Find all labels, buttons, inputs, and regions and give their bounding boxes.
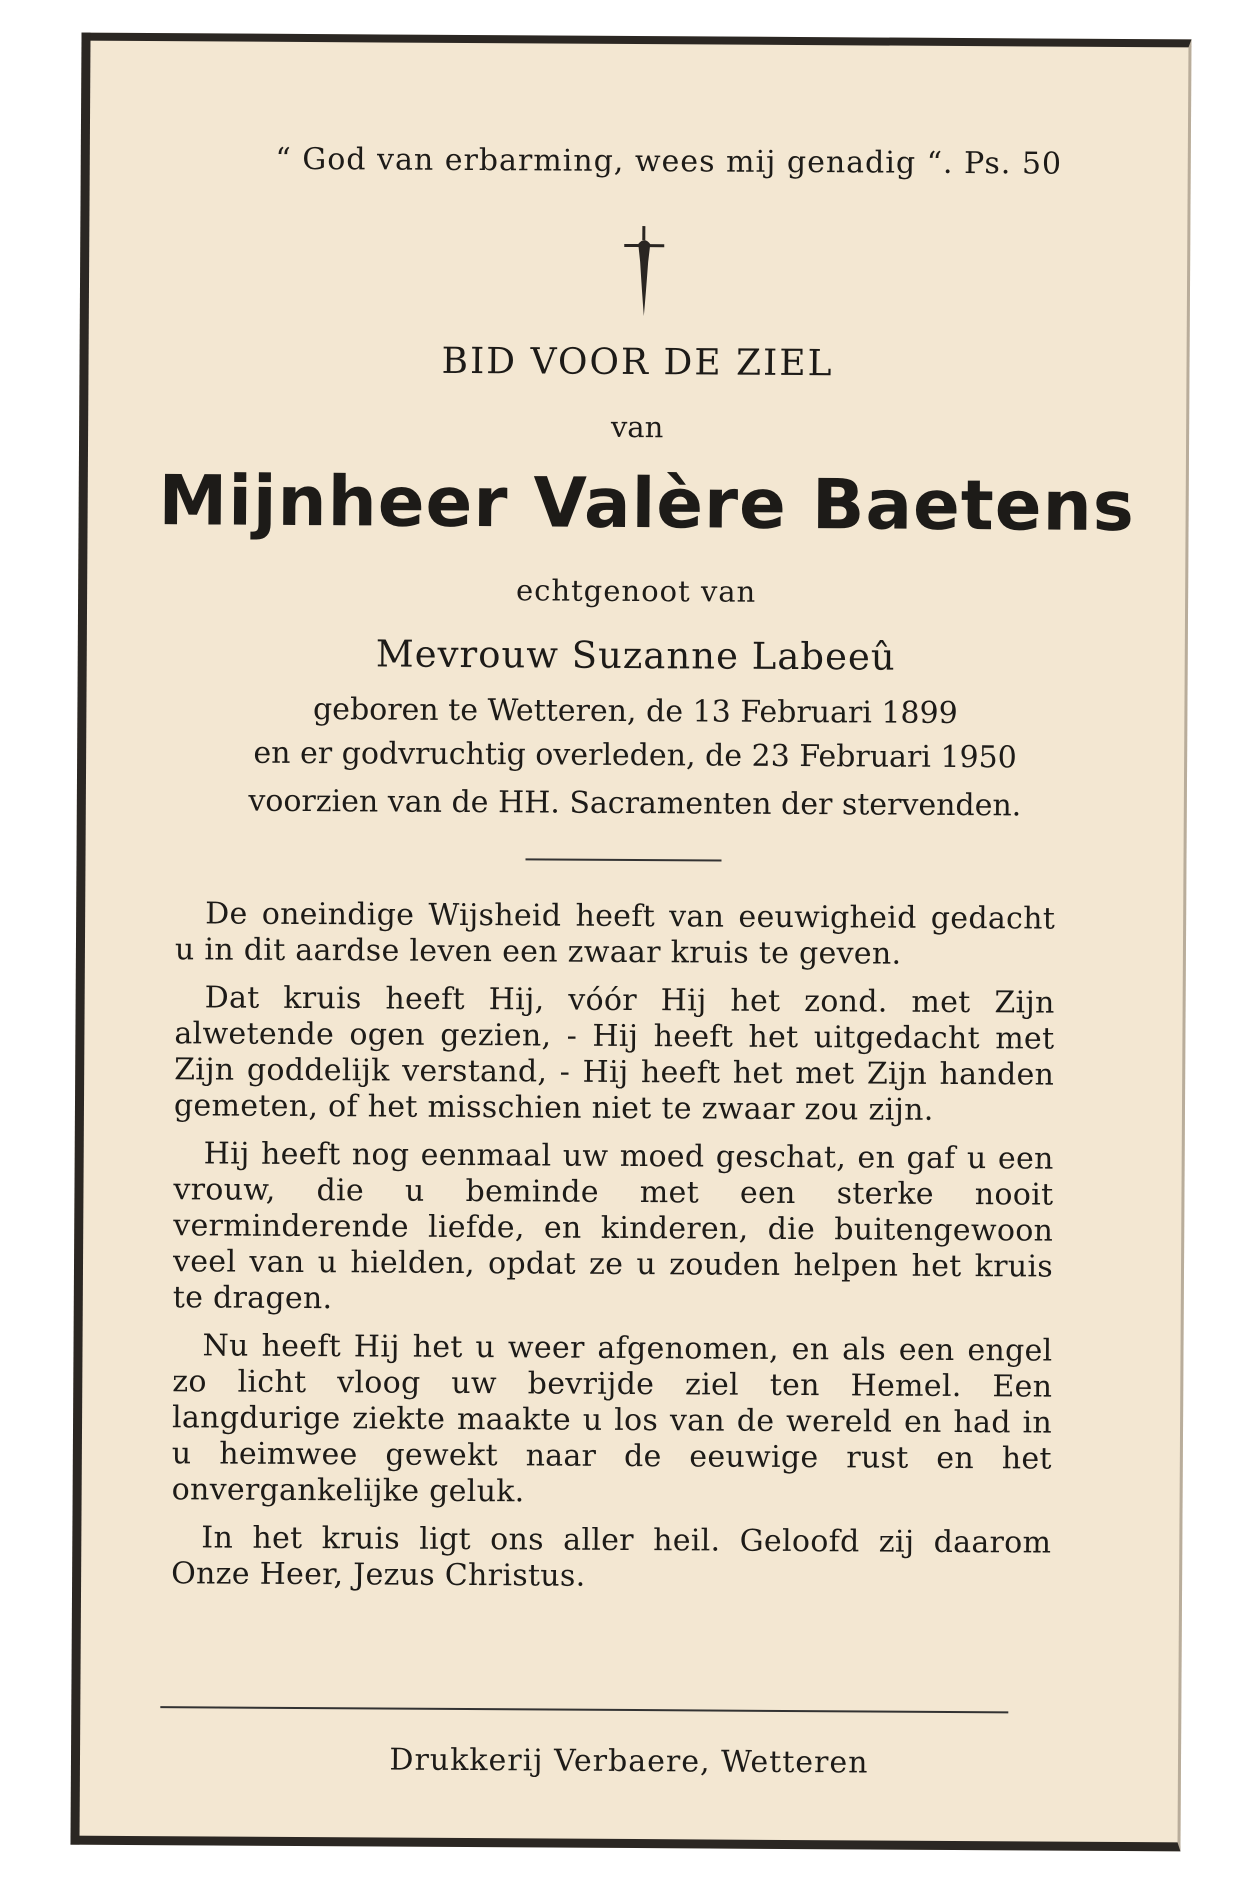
printer-credit: Drukkerij Verbaere, Wetteren [389,1742,869,1781]
paragraph: Dat kruis heeft Hij, vóór Hij het zond. met Zijn alwetende ogen gezien, - Hij heeft het uitgedacht met Zijn goddelijk verstand, - Hij heeft het met Zijn handen gemeten, of het misschien niet te zwaar zou zijn. [173,980,1055,1128]
death-line: en er godvruchtig overleden, de 23 Februari 1950 [253,735,1017,776]
memorial-card [70,33,1191,1852]
short-divider [525,858,721,861]
spouse-name: Mevrouw Suzanne Labeeû [375,632,896,679]
cross-icon [614,222,675,322]
long-divider [160,1706,1008,1713]
van-text: van [610,409,664,445]
psalm-quote: “ God van erbarming, wees mij genadig “. Ps. 50 [275,141,1063,182]
birth-line: geboren te Wetteren, de 13 Februari 1899 [312,692,958,731]
prayer-heading: BID VOOR DE ZIEL [441,340,834,385]
paragraph: Hij heeft nog eenmaal uw moed geschat, en gaf u een vrouw, die u beminde met een sterke nooit verminderende liefde, en kinderen, die buitengewoon veel van u hielden, opdat ze u zouden helpen het kruis te dragen. [172,1136,1054,1317]
deceased-name: Mijnheer Valère Baetens [158,461,1136,548]
spouse-label: echtgenoot van [515,573,757,609]
paragraph: Nu heeft Hij het u weer afgenomen, en als een engel zo licht vloog uw bevrijde ziel ten Hemel. Een langdurige ziekte maakte u los van de wereld en had in u heimwee gewekt naar de eeuwige rust en het onvergankelijke geluk. [171,1328,1053,1510]
paragraph: In het kruis ligt ons aller heil. Geloofd zij daarom Onze Heer, Jezus Christus. [171,1520,1052,1594]
memorial-text [171,896,1055,1609]
paragraph: De oneindige Wijsheid heeft van eeuwigheid gedacht u in dit aardse leven een zwaar kruis te geven. [174,896,1056,972]
sacrament-line: voorzien van de HH. Sacramenten der stervenden. [248,783,1022,824]
